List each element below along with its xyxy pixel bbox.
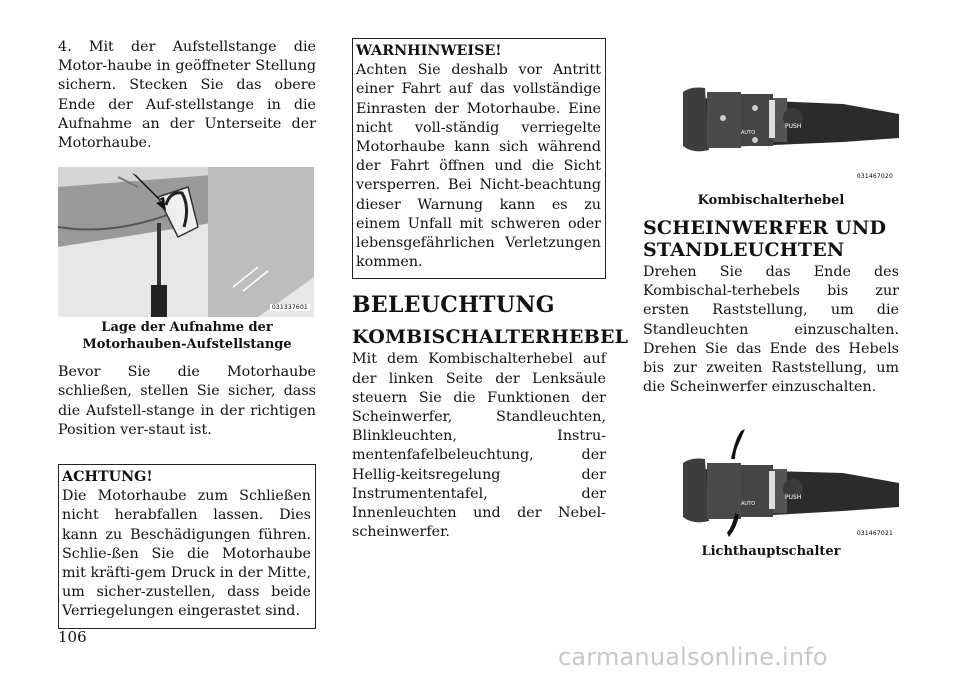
auto-label: AUTO (741, 501, 756, 508)
push-label: PUSH (785, 494, 802, 502)
subsection-heading-headlights: SCHEINWERFER UND STANDLEUCHTEN (643, 217, 887, 261)
hood-prop-figure (58, 167, 314, 317)
auto-label: AUTO (741, 130, 756, 136)
multifunction-lever-text: Mit dem Kombischalterhebel auf der linken Seite der Lenksäule steuern Sie die Funktionen der Scheinwerfer, Standleuchten, Blinkleuchten, Instru-mentenfafelbeleuchtung, der Hellig-keitsregelung der Instrumententafel, der Innenleuchten und der Nebel-scheinwerfer. (352, 351, 606, 541)
push-label: PUSH (785, 123, 802, 130)
caution-title: ACHTUNG! (62, 469, 153, 486)
figure-code: 031337601 (271, 304, 308, 312)
figure-code: 031467020 (856, 173, 893, 180)
rotate-up-arrow-icon (731, 429, 745, 459)
warning-box (352, 38, 606, 279)
column-middle (352, 38, 629, 542)
lever-drawing (643, 38, 899, 188)
lever-rotate-drawing (643, 429, 899, 539)
warning-title: WARNHINWEISE! (356, 43, 502, 59)
figure-caption: Lage der Aufnahme der Motorhauben-Aufstellstange (82, 320, 292, 353)
headlights-text: Drehen Sie das Ende des Kombischal-terhebels bis zur ersten Raststellung, um die Standleuchten einzuschalten. Drehen Sie das Ende des Hebels bis zur zweiten Raststellung, um die Scheinwerfer einzuschalten. (643, 264, 899, 396)
step-4-text: 4. Mit der Aufstellstange die Motor-haube in geöffneter Stellung sichern. Stecken Sie das obere Ende der Auf-stellstange in die Aufnahme an der Unterseite der Motorhaube. (58, 39, 316, 152)
multifunction-lever-figure (643, 38, 899, 188)
figure-caption: Lichthauptschalter (701, 544, 841, 560)
subsection-heading-multifunction-lever: KOMBISCHALTERHEBEL (352, 326, 629, 349)
section-heading-lighting: BELEUCHTUNG (352, 292, 555, 319)
warning-text: Achten Sie deshalb vor Antritt einer Fahrt auf das vollständige Einrasten der Motorhaube. Eine nicht voll-ständig verriegelte Motorhaube kann sich während der Fahrt öffnen und die Sicht versperren. Bei Nicht-beachtung dieser Warnung kann es zu einem Unfall mit schweren oder lebensgefährlichen Verletzungen kommen. (356, 62, 601, 271)
headlight-switch-figure (643, 429, 899, 539)
figure-caption: Kombischalterhebel (697, 193, 845, 208)
closing-hood-text: Bevor Sie die Motorhaube schließen, stellen Sie sicher, dass die Aufstell-stange in der richtigen Position ver-staut ist. (58, 364, 316, 438)
figure-code: 031467021 (856, 530, 893, 538)
page-number: 106 (58, 628, 87, 646)
column-left (58, 38, 316, 629)
caution-text: Die Motorhaube zum Schließen nicht herabfallen lassen. Dies kann zu Beschädigungen führen. Schlie-ßen Sie die Motorhaube mit kräfti-gem Druck in der Mitte, um sicher-zustellen, dass beide Verriegelungen eingerastet sind. (62, 488, 311, 620)
hood-prop-photo (58, 167, 314, 317)
column-right (643, 38, 899, 560)
caution-box (58, 464, 316, 629)
watermark: carmanualsonline.info (558, 643, 828, 671)
